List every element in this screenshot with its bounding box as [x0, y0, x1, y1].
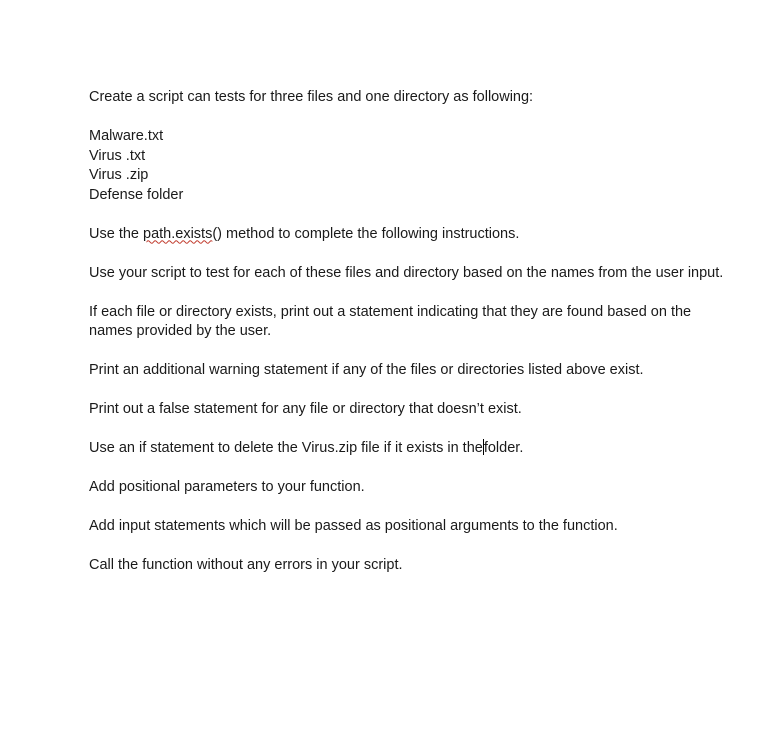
list-item: Virus .txt [89, 147, 146, 164]
list-item: Defense folder [89, 186, 184, 203]
spellcheck-word[interactable]: path.exists [143, 225, 213, 242]
positional-params-paragraph: Add positional parameters to your function. [89, 479, 365, 495]
call-function-paragraph: Call the function without any errors in your script. [89, 557, 403, 573]
intro-paragraph: Create a script can tests for three files and one directory as following: [89, 89, 534, 105]
delete-pre: Use an if statement to delete the Virus.zip file if it exists in the [89, 440, 483, 456]
test-names-paragraph: Use your script to test for each of these files and directory based on the names from the user input. [89, 264, 724, 281]
list-item: Malware.txt [89, 128, 164, 144]
list-item: Virus .zip [89, 167, 149, 183]
found-statement-paragraph: If each file or directory exists, print out a statement indicating that they are found based on the names provided by the user. [89, 303, 692, 339]
path-exists-paragraph [89, 225, 729, 245]
delete-paragraph [89, 439, 729, 459]
input-statements-paragraph: Add input statements which will be passed as positional arguments to the function. [89, 518, 618, 534]
document-page [89, 88, 729, 595]
delete-post: folder. [483, 440, 524, 456]
file-list [89, 127, 729, 205]
false-statement-paragraph: Print out a false statement for any file or directory that doesn’t exist. [89, 401, 522, 417]
warning-statement-paragraph: Print an additional warning statement if any of the files or directories listed above exist. [89, 362, 644, 378]
path-exists-pre: Use the [89, 225, 143, 242]
path-exists-post: () method to complete the following instructions. [212, 225, 520, 242]
